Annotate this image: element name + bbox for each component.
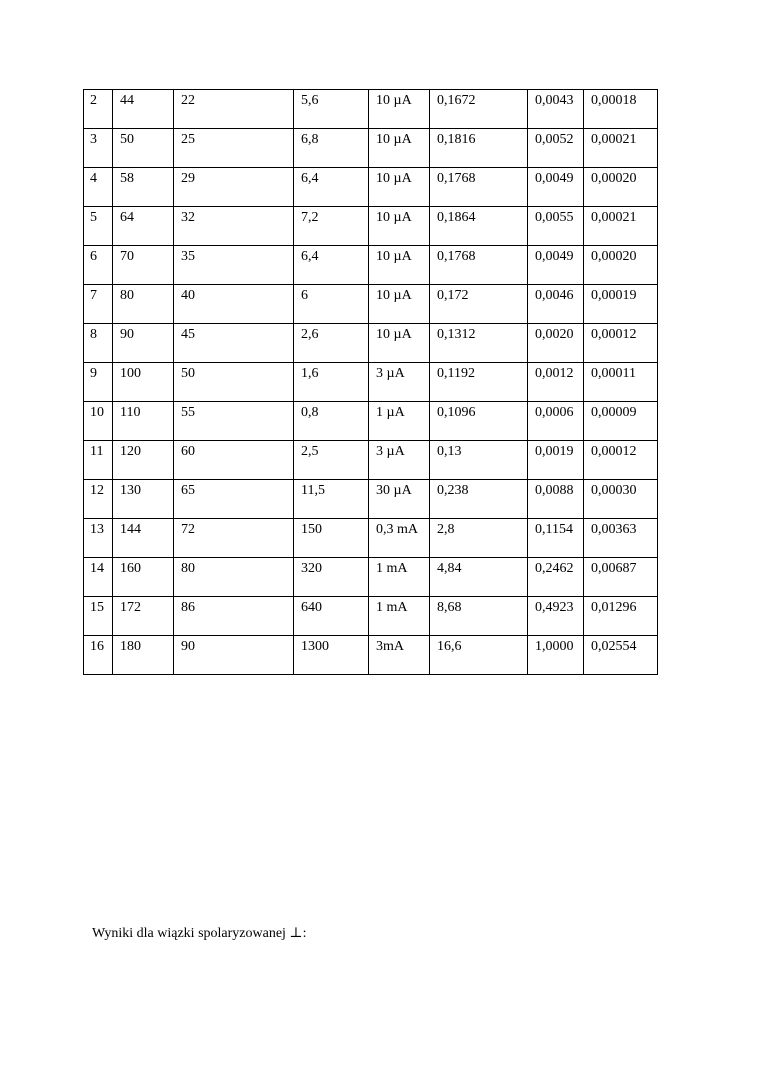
table-cell: 29 bbox=[174, 168, 294, 207]
table-cell: 16 bbox=[84, 636, 113, 675]
table-row bbox=[84, 285, 658, 324]
table-row bbox=[84, 558, 658, 597]
table-cell: 5,6 bbox=[294, 90, 369, 129]
table-cell: 10 µA bbox=[369, 285, 430, 324]
table-cell: 72 bbox=[174, 519, 294, 558]
table-cell: 58 bbox=[113, 168, 174, 207]
table-cell: 6,8 bbox=[294, 129, 369, 168]
table-cell: 160 bbox=[113, 558, 174, 597]
table-cell: 10 µA bbox=[369, 324, 430, 363]
table-cell: 144 bbox=[113, 519, 174, 558]
table-cell: 0,01296 bbox=[584, 597, 658, 636]
table-cell: 0,00687 bbox=[584, 558, 658, 597]
table-cell: 50 bbox=[113, 129, 174, 168]
table-cell: 150 bbox=[294, 519, 369, 558]
table-cell: 7,2 bbox=[294, 207, 369, 246]
table-cell: 0,02554 bbox=[584, 636, 658, 675]
table-cell: 640 bbox=[294, 597, 369, 636]
table-cell: 14 bbox=[84, 558, 113, 597]
table-cell: 0,0049 bbox=[528, 246, 584, 285]
table-cell: 50 bbox=[174, 363, 294, 402]
table-cell: 11,5 bbox=[294, 480, 369, 519]
table-row bbox=[84, 246, 658, 285]
table-cell: 10 µA bbox=[369, 246, 430, 285]
table-row bbox=[84, 441, 658, 480]
table-cell: 0,00018 bbox=[584, 90, 658, 129]
table-cell: 0,1768 bbox=[430, 168, 528, 207]
table-cell: 1,6 bbox=[294, 363, 369, 402]
table-cell: 32 bbox=[174, 207, 294, 246]
table-cell: 0,00012 bbox=[584, 324, 658, 363]
table-cell: 4,84 bbox=[430, 558, 528, 597]
table-cell: 0,3 mA bbox=[369, 519, 430, 558]
table-cell: 0,0020 bbox=[528, 324, 584, 363]
table-cell: 0,8 bbox=[294, 402, 369, 441]
table-cell: 55 bbox=[174, 402, 294, 441]
table-row bbox=[84, 597, 658, 636]
table-cell: 1 µA bbox=[369, 402, 430, 441]
table-cell: 13 bbox=[84, 519, 113, 558]
table-cell: 0,238 bbox=[430, 480, 528, 519]
table-body bbox=[84, 90, 658, 675]
table-row bbox=[84, 90, 658, 129]
table-cell: 15 bbox=[84, 597, 113, 636]
table-row bbox=[84, 402, 658, 441]
table-cell: 0,0052 bbox=[528, 129, 584, 168]
table-cell: 1 mA bbox=[369, 558, 430, 597]
table-cell: 8 bbox=[84, 324, 113, 363]
table-cell: 10 µA bbox=[369, 129, 430, 168]
table-cell: 0,1816 bbox=[430, 129, 528, 168]
table-cell: 0,00019 bbox=[584, 285, 658, 324]
table-cell: 2,8 bbox=[430, 519, 528, 558]
table-row bbox=[84, 363, 658, 402]
table-cell: 3mA bbox=[369, 636, 430, 675]
table-cell: 3 µA bbox=[369, 363, 430, 402]
table-cell: 10 µA bbox=[369, 207, 430, 246]
table-cell: 11 bbox=[84, 441, 113, 480]
table-row bbox=[84, 168, 658, 207]
table-cell: 0,00009 bbox=[584, 402, 658, 441]
table-row bbox=[84, 636, 658, 675]
table-cell: 0,0019 bbox=[528, 441, 584, 480]
table-row bbox=[84, 324, 658, 363]
table-cell: 35 bbox=[174, 246, 294, 285]
table-cell: 0,1096 bbox=[430, 402, 528, 441]
table-cell: 0,0006 bbox=[528, 402, 584, 441]
table-cell: 172 bbox=[113, 597, 174, 636]
table-cell: 8,68 bbox=[430, 597, 528, 636]
table-cell: 2,5 bbox=[294, 441, 369, 480]
table-cell: 0,13 bbox=[430, 441, 528, 480]
table-cell: 4 bbox=[84, 168, 113, 207]
table-cell: 90 bbox=[174, 636, 294, 675]
table-cell: 10 bbox=[84, 402, 113, 441]
table-cell: 130 bbox=[113, 480, 174, 519]
table-cell: 22 bbox=[174, 90, 294, 129]
table-cell: 1 mA bbox=[369, 597, 430, 636]
table-cell: 44 bbox=[113, 90, 174, 129]
table-cell: 9 bbox=[84, 363, 113, 402]
table-cell: 0,1154 bbox=[528, 519, 584, 558]
table-cell: 320 bbox=[294, 558, 369, 597]
table-cell: 0,0055 bbox=[528, 207, 584, 246]
table-cell: 100 bbox=[113, 363, 174, 402]
table-cell: 90 bbox=[113, 324, 174, 363]
table-cell: 0,00020 bbox=[584, 246, 658, 285]
table-cell: 0,1864 bbox=[430, 207, 528, 246]
table-cell: 80 bbox=[174, 558, 294, 597]
table-row bbox=[84, 207, 658, 246]
table-cell: 12 bbox=[84, 480, 113, 519]
table-cell: 0,1672 bbox=[430, 90, 528, 129]
table-cell: 0,172 bbox=[430, 285, 528, 324]
table-cell: 0,2462 bbox=[528, 558, 584, 597]
table-cell: 7 bbox=[84, 285, 113, 324]
table-cell: 5 bbox=[84, 207, 113, 246]
table-cell: 0,4923 bbox=[528, 597, 584, 636]
table-cell: 1,0000 bbox=[528, 636, 584, 675]
table-cell: 0,1312 bbox=[430, 324, 528, 363]
table-cell: 6 bbox=[84, 246, 113, 285]
table-cell: 65 bbox=[174, 480, 294, 519]
table-cell: 30 µA bbox=[369, 480, 430, 519]
table-cell: 70 bbox=[113, 246, 174, 285]
table-cell: 6,4 bbox=[294, 246, 369, 285]
table-cell: 45 bbox=[174, 324, 294, 363]
table-cell: 10 µA bbox=[369, 90, 430, 129]
table-cell: 120 bbox=[113, 441, 174, 480]
table-cell: 10 µA bbox=[369, 168, 430, 207]
table-cell: 0,00020 bbox=[584, 168, 658, 207]
table-cell: 64 bbox=[113, 207, 174, 246]
table-cell: 0,0049 bbox=[528, 168, 584, 207]
table-row bbox=[84, 129, 658, 168]
table-row bbox=[84, 480, 658, 519]
table-cell: 2,6 bbox=[294, 324, 369, 363]
table-cell: 180 bbox=[113, 636, 174, 675]
table-cell: 110 bbox=[113, 402, 174, 441]
table-cell: 0,00021 bbox=[584, 207, 658, 246]
table-cell: 0,00363 bbox=[584, 519, 658, 558]
table-cell: 80 bbox=[113, 285, 174, 324]
table-cell: 0,00011 bbox=[584, 363, 658, 402]
table-cell: 60 bbox=[174, 441, 294, 480]
measurement-table bbox=[83, 89, 658, 675]
table-cell: 0,00030 bbox=[584, 480, 658, 519]
table-cell: 0,00021 bbox=[584, 129, 658, 168]
section-caption: Wyniki dla wiązki spolaryzowanej ⊥: bbox=[92, 926, 307, 941]
table-cell: 6,4 bbox=[294, 168, 369, 207]
table-cell: 6 bbox=[294, 285, 369, 324]
table-cell: 0,1768 bbox=[430, 246, 528, 285]
table-cell: 25 bbox=[174, 129, 294, 168]
table-cell: 0,0088 bbox=[528, 480, 584, 519]
table-cell: 0,0012 bbox=[528, 363, 584, 402]
table-row bbox=[84, 519, 658, 558]
table-cell: 3 µA bbox=[369, 441, 430, 480]
table-cell: 16,6 bbox=[430, 636, 528, 675]
table-cell: 2 bbox=[84, 90, 113, 129]
table-cell: 3 bbox=[84, 129, 113, 168]
table-cell: 40 bbox=[174, 285, 294, 324]
table-cell: 0,1192 bbox=[430, 363, 528, 402]
table-cell: 86 bbox=[174, 597, 294, 636]
table-cell: 0,00012 bbox=[584, 441, 658, 480]
table-cell: 0,0046 bbox=[528, 285, 584, 324]
table-cell: 1300 bbox=[294, 636, 369, 675]
table-cell: 0,0043 bbox=[528, 90, 584, 129]
